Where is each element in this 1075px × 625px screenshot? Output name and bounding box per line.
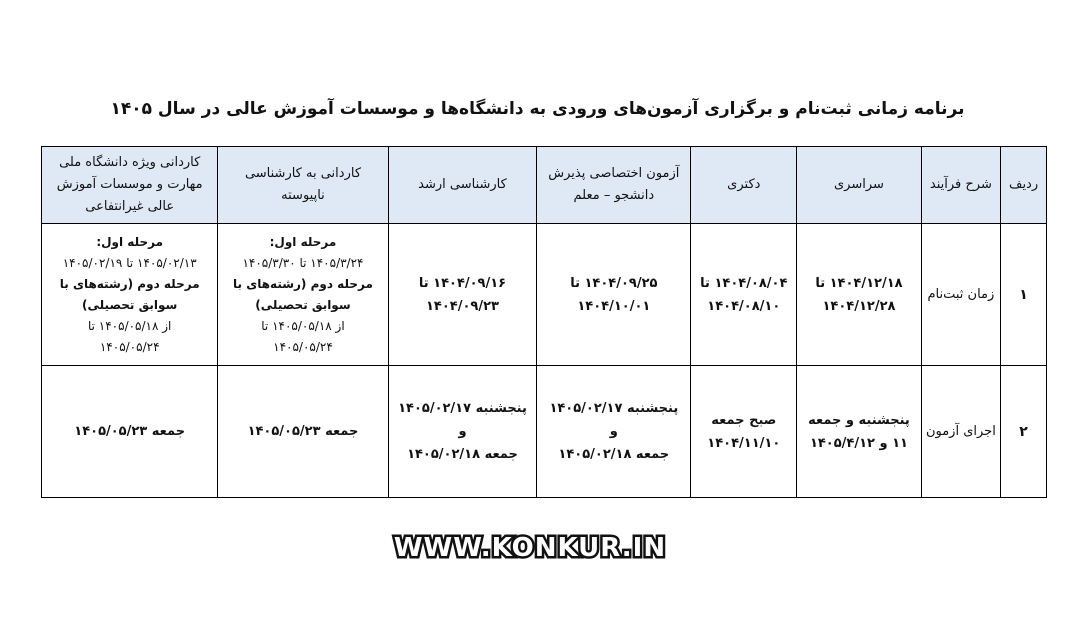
sarasari-registration: ۱۴۰۴/۱۲/۱۸ تا ۱۴۰۴/۱۲/۲۸ — [797, 224, 921, 366]
arshad-registration: ۱۴۰۴/۰۹/۱۶ تا ۱۴۰۴/۰۹/۲۳ — [388, 224, 537, 366]
page-title: برنامه زمانی ثبت‌نام و برگزاری آزمون‌های ورودی به دانشگاه‌ها و موسسات آموزش عالی در سال ۱۴۰۵ — [110, 99, 965, 119]
napeyvaste-exam: جمعه ۱۴۰۵/۰۵/۲۳ — [218, 366, 388, 498]
sarasari-exam: پنجشنبه و جمعه ۱۱ و ۱۴۰۵/۴/۱۲ — [797, 366, 921, 498]
napeyvaste-registration: مرحله اول: ۱۴۰۵/۳/۲۴ تا ۱۴۰۵/۳/۳۰ مرحله دوم (رشته‌های با سوابق تحصیلی) از ۱۴۰۵/۰۵/۱۸ تا ۱۴۰۵/۰۵/۲۴ — [218, 224, 388, 366]
row-number: ۲ — [1001, 366, 1047, 498]
row-number: ۱ — [1001, 224, 1047, 366]
table-row — [42, 224, 1047, 366]
header-process: شرح فرآیند — [921, 147, 1001, 224]
header-arshad: کارشناسی ارشد — [388, 147, 537, 224]
header-doctorate: دکتری — [691, 147, 797, 224]
header-ekhtesasi: آزمون اختصاصی پذیرش دانشجو – معلم — [537, 147, 691, 224]
header-kardani: کاردانی ویژه دانشگاه ملی مهارت و موسسات آموزش عالی غیرانتفاعی — [42, 147, 218, 224]
ekhtesasi-registration: ۱۴۰۴/۰۹/۲۵ تا ۱۴۰۴/۱۰/۰۱ — [537, 224, 691, 366]
kardani-registration: مرحله اول: ۱۴۰۵/۰۲/۱۳ تا ۱۴۰۵/۰۲/۱۹ مرحله دوم (رشته‌های با سوابق تحصیلی) از ۱۴۰۵/۰۵/۱۸ تا ۱۴۰۵/۰۵/۲۴ — [42, 224, 218, 366]
arshad-exam: پنجشنبه ۱۴۰۵/۰۲/۱۷ و جمعه ۱۴۰۵/۰۲/۱۸ — [388, 366, 537, 498]
watermark-svg — [380, 526, 680, 566]
ekhtesasi-exam: پنجشنبه ۱۴۰۵/۰۲/۱۷ و جمعه ۱۴۰۵/۰۲/۱۸ — [537, 366, 691, 498]
doctorate-registration: ۱۴۰۴/۰۸/۰۴ تا ۱۴۰۴/۰۸/۱۰ — [691, 224, 797, 366]
watermark-logo — [380, 526, 680, 566]
watermark-text: WWW.KONKUR.IN — [393, 533, 667, 563]
process-cell: اجرای آزمون — [921, 366, 1001, 498]
header-row-no: ردیف — [1001, 147, 1047, 224]
header-napeyvaste: کاردانی به کارشناسی ناپیوسته — [218, 147, 388, 224]
doctorate-exam: صبح جمعه ۱۴۰۴/۱۱/۱۰ — [691, 366, 797, 498]
table-header-row — [42, 147, 1047, 224]
table-row — [42, 366, 1047, 498]
process-cell: زمان ثبت‌نام — [921, 224, 1001, 366]
kardani-exam: جمعه ۱۴۰۵/۰۵/۲۳ — [42, 366, 218, 498]
schedule-table — [41, 146, 1047, 498]
header-sarasari: سراسری — [797, 147, 921, 224]
